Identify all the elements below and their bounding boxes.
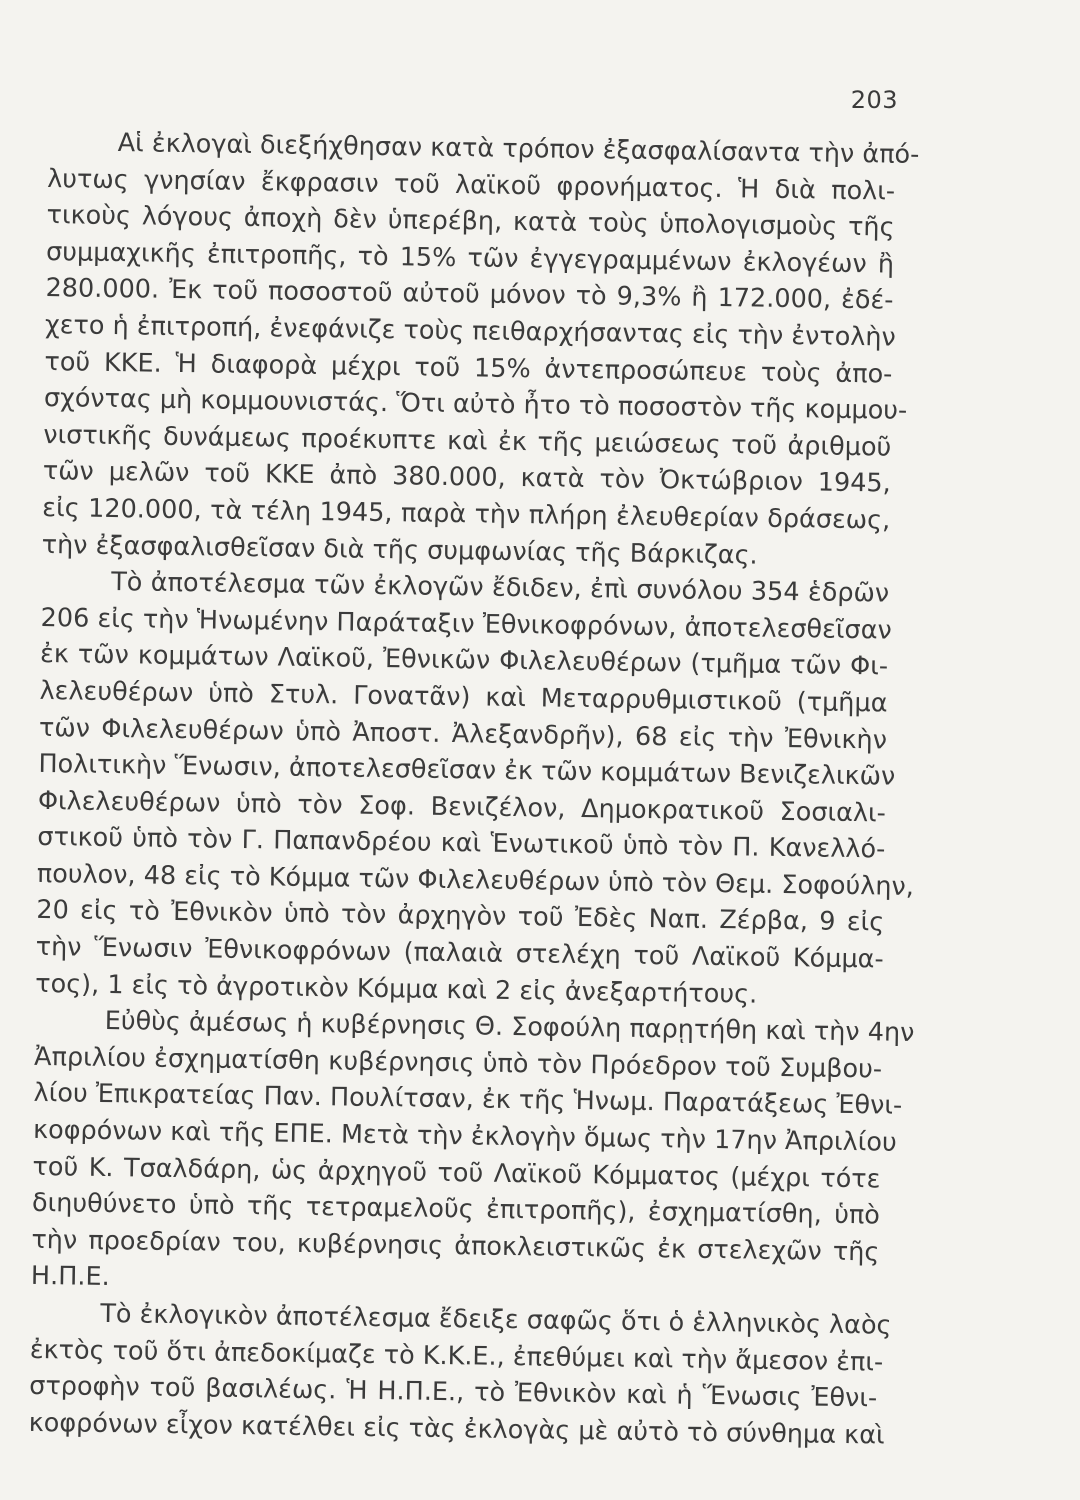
text-line: λυτως γνησίαν ἔκφρασιν τοῦ λαϊκοῦ φρονήματος. Ἡ διὰ πολι- — [46, 163, 896, 207]
text-line: συμμαχικῆς ἐπιτροπῆς, τὸ 15% τῶν ἐγγεγραμμένων ἐκλογέων ἢ — [45, 236, 895, 280]
text-line: στικοῦ ὑπὸ τὸν Γ. Παπανδρέου καὶ Ἑνωτικοῦ ὑπὸ τὸν Π. Κανελλό- — [37, 822, 886, 865]
text-line: τῶν μελῶν τοῦ ΚΚΕ ἀπὸ 380.000, κατὰ τὸν Ὀκτώβριον 1945, — [42, 456, 891, 499]
page-number: 203 — [850, 86, 898, 114]
text-line: Εὐθὺς ἀμέσως ἡ κυβέρνησις Θ. Σοφούλη παρῃτήθη καὶ τὴν 4ην — [104, 1006, 915, 1049]
paragraph — [41, 124, 920, 576]
text-line: στροφὴν τοῦ βασιλέως. Ἡ Η.Π.Ε., τὸ Ἐθνικὸν καὶ ἡ Ἕνωσις Ἐθνι- — [29, 1371, 878, 1414]
text-line: χετο ἡ ἐπιτροπή, ἐνεφάνιζε τοὺς πειθαρχήσαντας εἰς τὴν ἐντολὴν — [44, 309, 897, 353]
text-line: λελευθέρων ὑπὸ Στυλ. Γονατᾶν) καὶ Μεταρρυθμιστικοῦ (τμῆμα — [39, 675, 888, 719]
text-line: 20 εἰς τὸ Ἐθνικὸν ὑπὸ τὸν ἀρχηγὸν τοῦ Ἐδὲς Ναπ. Ζέρβα, 9 εἰς — [36, 895, 885, 938]
text-line: Ἀπριλίου ἐσχηματίσθη κυβέρνησις ὑπὸ τὸν Πρόεδρον τοῦ Συμβου- — [33, 1041, 883, 1085]
text-line: τοῦ Κ. Τσαλδάρη, ὡς ἀρχηγοῦ τοῦ Λαϊκοῦ Κόμματος (μέχρι τότε — [32, 1151, 881, 1195]
text-line: ἐκ τῶν κομμάτων Λαϊκοῦ, Ἐθνικῶν Φιλελευθέρων (τμῆμα τῶν Φι- — [39, 639, 889, 682]
text-line: Η.Π.Ε. — [30, 1261, 110, 1293]
paragraph — [30, 1002, 915, 1307]
text-line: νιστικῆς δυνάμεως προέκυπτε καὶ ἐκ τῆς μειώσεως τοῦ ἀριθμοῦ — [43, 419, 892, 463]
paragraph — [35, 563, 915, 1015]
text-line: 206 εἰς τὴν Ἡνωμένην Παράταξιν Ἐθνικοφρόνων, ἀποτελεσθεῖσαν — [40, 602, 892, 646]
body-text — [28, 124, 920, 1454]
text-line: εἰς 120.000, τὰ τέλη 1945, παρὰ τὴν πλήρη ἐλευθερίαν δράσεως, — [42, 492, 891, 536]
text-line: τὴν ἐξασφαλισθεῖσαν διὰ τῆς συμφωνίας τῆς Βάρκιζας. — [41, 529, 758, 571]
text-line: τικοὺς λόγους ἀποχὴ δὲν ὑπερέβη, κατὰ τοὺς ὑπολογισμοὺς τῆς — [46, 200, 895, 243]
text-line: διηυθύνετο ὑπὸ τῆς τετραμελοῦς ἐπιτροπῆς), ἐσχηματίσθη, ὑπὸ — [31, 1188, 881, 1231]
text-line: κοφρόνων καὶ τῆς ΕΠΕ. Μετὰ τὴν ἐκλογὴν ὅμως τὴν 17ην Ἀπριλίου — [32, 1114, 897, 1158]
text-line: πουλον, 48 εἰς τὸ Κόμμα τῶν Φιλελευθέρων ὑπὸ τὸν Θεμ. Σοφούλην, — [36, 858, 915, 902]
paragraph — [28, 1295, 892, 1454]
text-line: Τὸ ἀποτέλεσμα τῶν ἐκλογῶν ἔδιδεν, ἐπὶ συνόλου 354 ἑδρῶν — [110, 567, 890, 609]
text-line: τῶν Φιλελευθέρων ὑπὸ Ἀποστ. Ἀλεξανδρῆν), 68 εἰς τὴν Ἐθνικὴν — [38, 712, 888, 756]
text-line: σχόντας μὴ κομμουνιστάς. Ὅτι αὐτὸ ἦτο τὸ ποσοστὸν τῆς κομμου- — [43, 383, 908, 426]
text-line: ἐκτὸς τοῦ ὅτι ἀπεδοκίμαζε τὸ Κ.Κ.Ε., ἐπεθύμει καὶ τὴν ἄμεσον ἐπι- — [29, 1334, 884, 1378]
text-line: τος), 1 εἰς τὸ ἀγροτικὸν Κόμμα καὶ 2 εἰς ἀνεξαρτήτους. — [35, 968, 758, 1010]
text-line: κοφρόνων εἶχον κατέλθει εἰς τὰς ἐκλογὰς μὲ αὐτὸ τὸ σύνθημα καὶ — [28, 1407, 885, 1451]
text-line: Πολιτικὴν Ἕνωσιν, ἀποτελεσθεῖσαν ἐκ τῶν κομμάτων Βενιζελικῶν — [38, 749, 896, 792]
text-line: τὴν Ἕνωσιν Ἐθνικοφρόνων (παλαιὰ στελέχη τοῦ Λαϊκοῦ Κόμμα- — [35, 931, 884, 975]
text-line: Τὸ ἐκλογικὸν ἀποτέλεσμα ἔδειξε σαφῶς ὅτι ὁ ἑλληνικὸς λαὸς — [100, 1298, 892, 1341]
text-line: τὴν προεδρίαν του, κυβέρνησις ἀποκλειστικῶς ἐκ στελεχῶν τῆς — [31, 1224, 880, 1268]
text-line: Αἱ ἐκλογαὶ διεξήχθησαν κατὰ τρόπον ἐξασφαλίσαντα τὴν ἀπό- — [117, 128, 920, 170]
text-line: τοῦ ΚΚΕ. Ἡ διαφορὰ μέχρι τοῦ 15% ἀντεπροσώπευε τοὺς ἀπο- — [44, 346, 893, 390]
text-line: λίου Ἐπικρατείας Παν. Πουλίτσαν, ἐκ τῆς Ἡνωμ. Παρατάξεως Ἐθνι- — [33, 1078, 903, 1122]
text-line: 280.000. Ἐκ τοῦ ποσοστοῦ αὐτοῦ μόνον τὸ 9,3% ἢ 172.000, ἐδέ- — [45, 273, 894, 316]
text-line: Φιλελευθέρων ὑπὸ τὸν Σοφ. Βενιζέλον, Δημοκρατικοῦ Σοσιαλι- — [37, 785, 887, 829]
